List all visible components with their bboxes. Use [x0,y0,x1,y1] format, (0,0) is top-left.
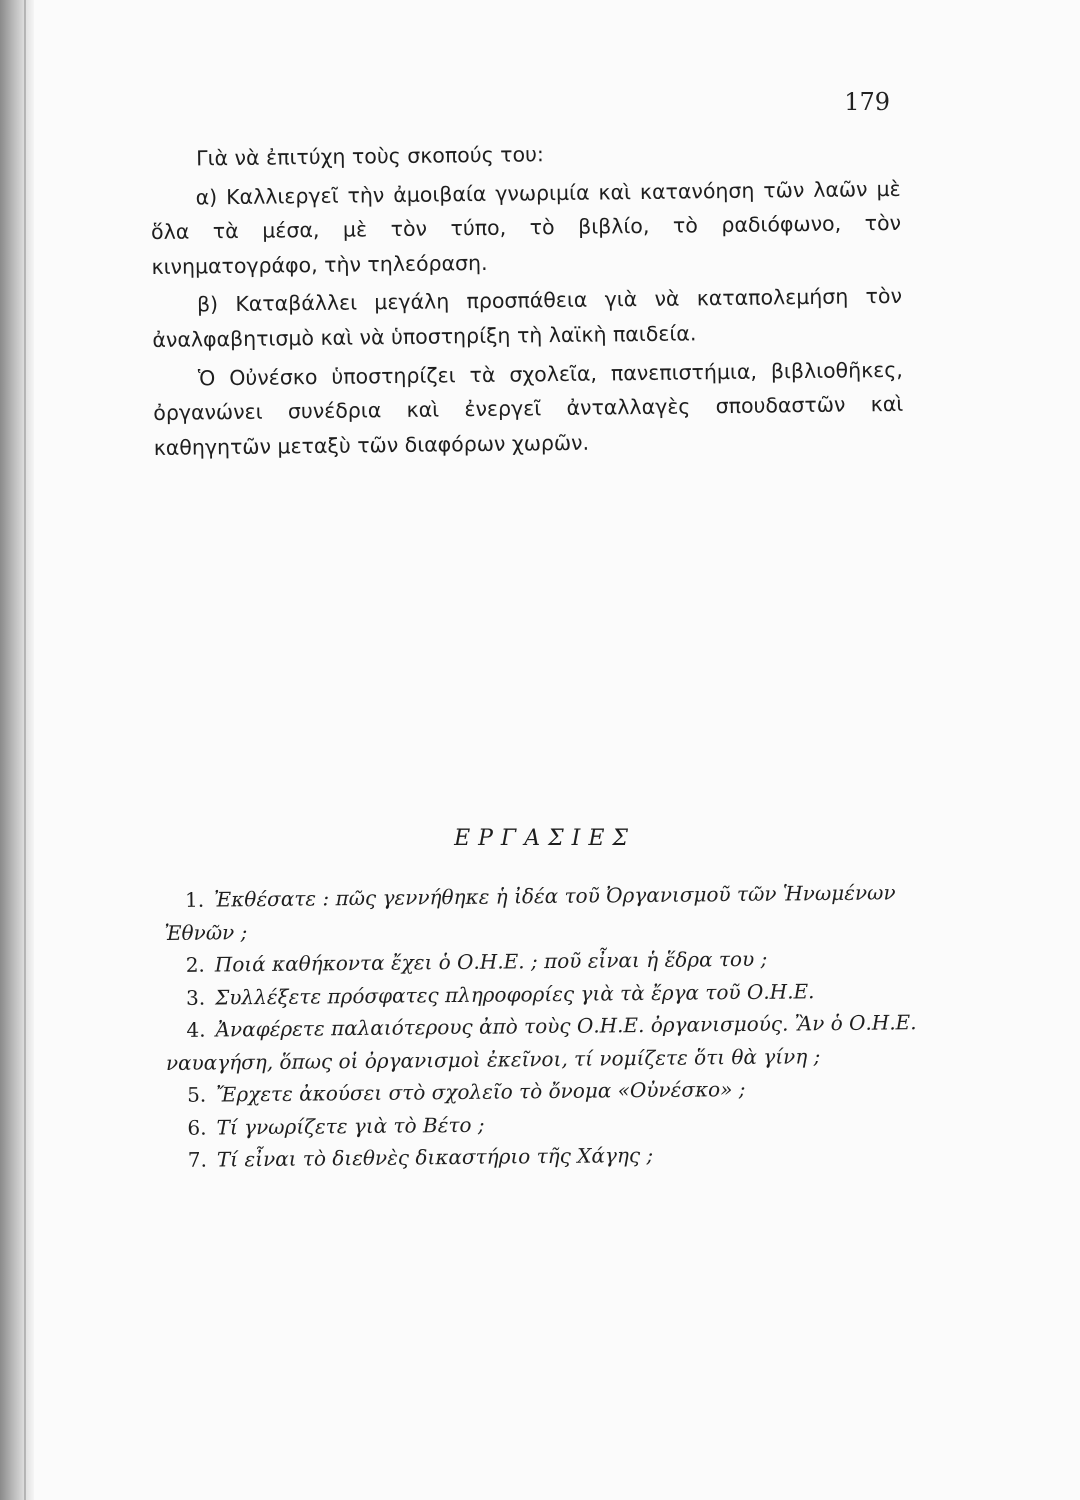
exercise-text: Τί εἶναι τὸ διεθνὲς δικαστήριο τῆς Χάγης ; [216,1142,654,1172]
exercises-title: ΕΡΓΑΣΙΕΣ [454,826,636,851]
exercise-text: Ἀναφέρετε παλαιότερους ἀπὸ τοὺς Ο.Η.Ε. ὀργανισμούς. Ἂν ὁ Ο.Η.Ε. [215,1010,917,1042]
exercise-text: Ἔρχετε ἀκούσει στὸ σχολεῖο τὸ ὄνομα «Οὐνέσκο» ; [216,1076,746,1107]
exercise-number: 5. [186,1082,207,1107]
exercise-continuation: ναυαγήση, ὅπως οἱ ὀργανισμοὶ ἐκεῖνοι, τί νομίζετε ὅτι θὰ γίνη ; [165,1043,821,1075]
exercise-number: 4. [186,1017,206,1042]
exercise-text: Συλλέξετε πρόσφατες πληροφορίες γιὰ τὰ ἔργα τοῦ Ο.Η.Ε. [215,978,815,1010]
exercise-item [171,1136,931,1176]
binding-crease [24,0,26,1500]
exercise-text: Τί γνωρίζετε γιὰ τὸ Βέτο ; [216,1112,485,1140]
exercise-item [165,1006,930,1079]
exercise-text: Ποιά καθήκοντα ἔχει ὁ Ο.Η.Ε. ; ποῦ εἶναι ἡ ἕδρα του ; [214,946,768,977]
intro-paragraph: Γιὰ νὰ ἐπιτύχη τοὺς σκοπούς του: [196,142,544,171]
exercise-number: 1. [184,887,205,912]
exercises-list [164,876,931,1176]
exercise-number: 2. [185,952,205,977]
exercise-number: 3. [185,985,206,1010]
exercise-number: 6. [187,1115,207,1140]
paragraph-item-b: β) Καταβάλλει μεγάλη προσπάθεια γιὰ νὰ καταπολεμήση τὸν ἀναλφαβητισμὸ καὶ νὰ ὑποστηρίξη τὴ λαϊκὴ παιδεία. [152,284,903,352]
closing-paragraph: Ὁ Οὐνέσκο ὑποστηρίζει τὰ σχολεῖα, πανεπιστήμια, βιβλιοθῆκες, ὀργανώνει συνέδρια καὶ ἐνεργεῖ ἀνταλλαγὲς σπουδαστῶν καὶ καθηγητῶν μεταξὺ τῶν διαφόρων χωρῶν. [153,357,904,460]
paragraph-item-a: α) Καλλιεργεῖ τὴν ἀμοιβαία γνωριμία καὶ κατανόηση τῶν λαῶν μὲ ὅλα τὰ μέσα, μὲ τὸν τύπο, τὸ βιβλίο, τὸ ραδιόφωνο, τὸν κινηματογράφο, τὴν τηλεόραση. [150,176,902,279]
exercise-text: Ἐκθέσατε : πῶς γεννήθηκε ἡ ἰδέα τοῦ Ὀργανισμοῦ τῶν Ἡνωμένων [214,880,896,912]
exercises-list-container [164,876,931,1176]
body-text [150,133,904,469]
page-binding-edge [0,0,34,1500]
exercise-continuation: Ἐθνῶν ; [164,919,248,945]
exercise-item [164,876,929,949]
page-number: 179 [844,88,890,116]
exercise-number: 7. [187,1147,208,1172]
